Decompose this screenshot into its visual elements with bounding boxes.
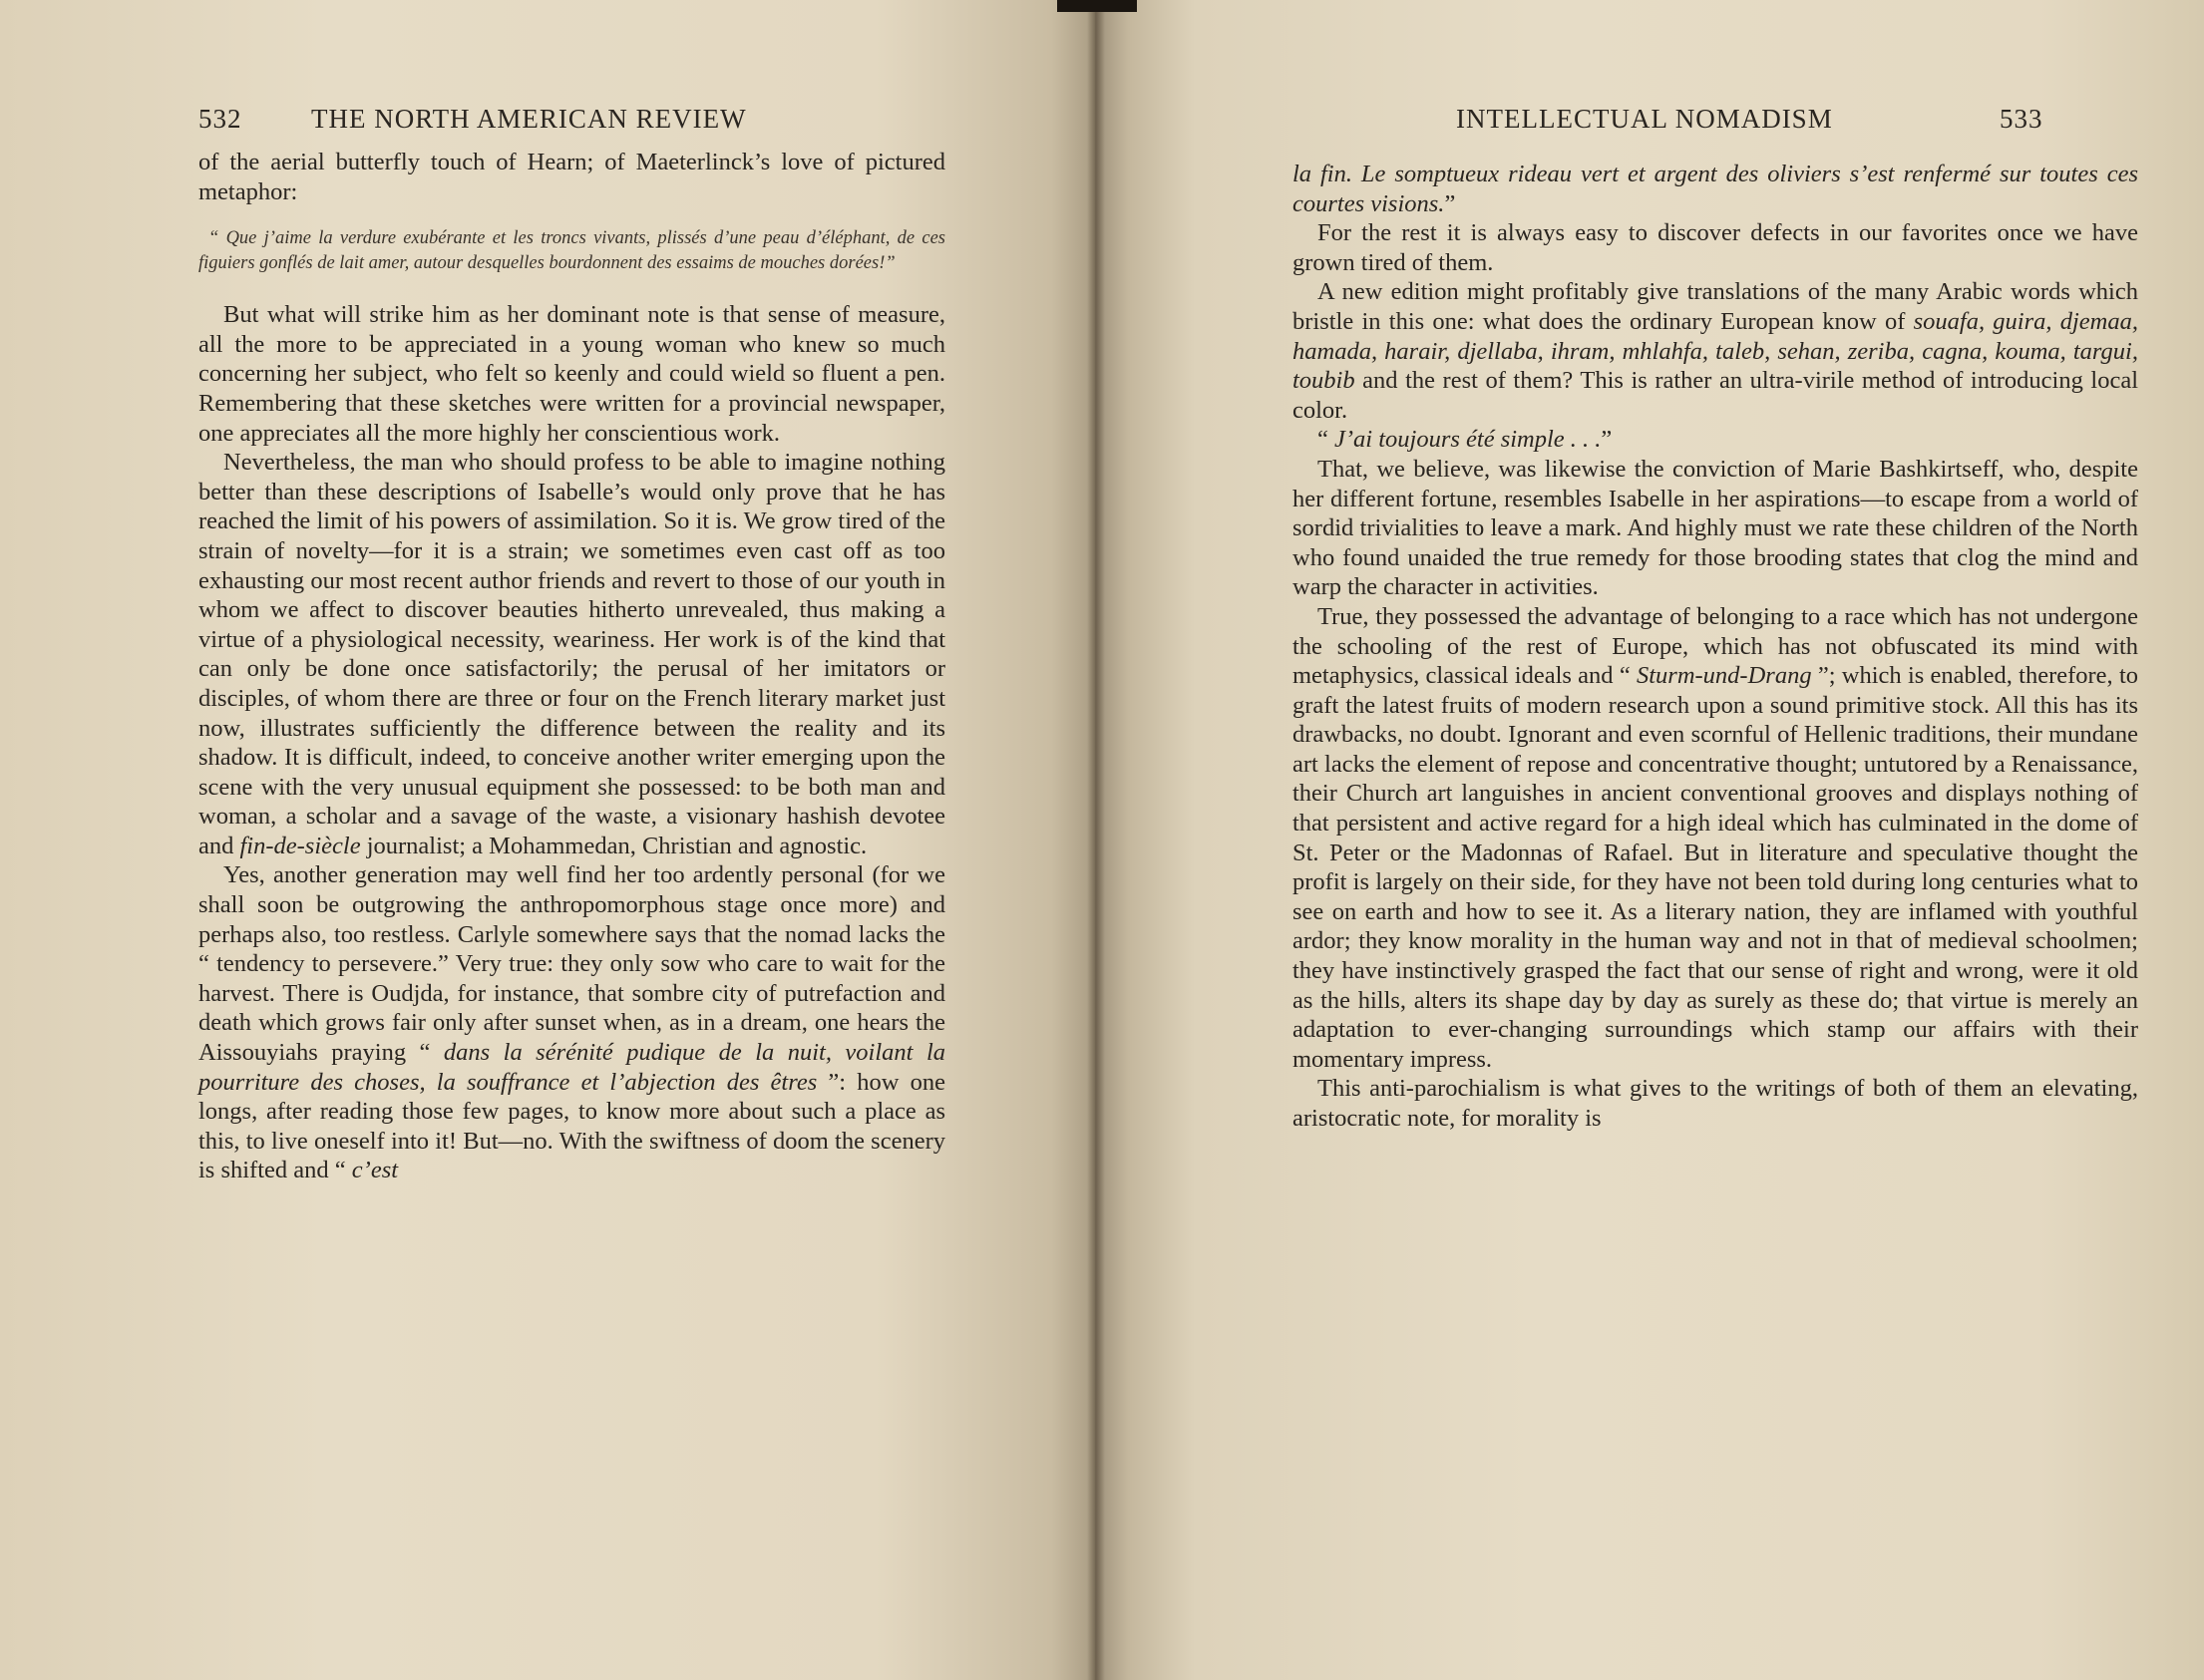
left-paragraph-2 xyxy=(198,448,945,860)
right-continuation-end: ” xyxy=(1444,189,1456,217)
book-spine-top xyxy=(1057,0,1137,12)
left-page xyxy=(0,0,1095,1680)
book-gutter xyxy=(1087,0,1105,1680)
left-page-header xyxy=(198,104,936,144)
right-continuation-italic: la fin. Le somptueux rideau vert et argent des oliviers s’est renfermé sur toutes ces courtes visions. xyxy=(1292,161,2138,217)
right-page-number: 533 xyxy=(2000,104,2043,134)
right-p5-italic: Sturm-und-Drang xyxy=(1636,662,1812,690)
left-p2-text-a: Nevertheless, the man who should profess to be able to imagine nothing better than these descriptions of Isabelle’s would only prove that he has reached the limit of his powers of assimilation. So it is. We grow tired of the strain of novelty—for it is a strain; we sometimes even cast off as too exhausting our most recent author friends and revert to those of our youth in whom we affect to discover beauties hitherto unrevealed, thus making a virtue of a physiological necessity, weariness. Her work is of the kind that can only be done once satisfactorily; the perusal of her imitators or disciples, of whom there are three or four on the French literary market just now, illustrates sufficiently the difference between the reality and its shadow. It is difficult, indeed, to conceive another writer emerging upon the scene with the very unusual equipment she possessed: to be both man and woman, a scholar and a savage of the waste, a visionary hashish devotee and xyxy=(198,449,945,859)
right-continuation-paragraph xyxy=(1292,160,2138,218)
right-p2-italic: souafa, guira, djemaa, hamada, harair, djellaba, ihram, mhlahfa, taleb, sehan, zeriba, cagna, kouma, targui, toubib xyxy=(1292,307,2139,395)
right-p2-text-b: and the rest of them? This is rather an ultra-virile method of introducing local color. xyxy=(1292,367,2138,424)
left-p3-italic-2: c’est xyxy=(351,1157,399,1184)
left-p2-italic: fin-de-siècle xyxy=(239,832,361,859)
right-paragraph-1: For the rest it is always easy to discover defects in our favorites once we have grown tired of them. xyxy=(1292,219,2138,276)
right-page-header xyxy=(1456,104,2144,144)
left-continuation-paragraph: of the aerial butterfly touch of Hearn; of Maeterlinck’s love of pictured metaphor: xyxy=(198,149,945,205)
left-p3-italic: dans la sérénité pudique de la nuit, voilant la pourriture des choses, la souffrance et l’abjection des êtres xyxy=(198,1039,945,1096)
right-paragraph-6: This anti-parochialism is what gives to the writings of both of them an elevating, aristocratic note, for morality is xyxy=(1292,1075,2138,1132)
right-paragraph-2 xyxy=(1292,277,2138,425)
right-p3-italic: J’ai toujours été simple . . . xyxy=(1334,426,1602,454)
right-p3-open: “ xyxy=(1317,426,1334,454)
right-paragraph-4: That, we believe, was likewise the conviction of Marie Bashkirtseff, who, despite her different fortune, resembles Isabelle in her aspirations—to escape from a world of sordid trivialities to leave a mark. And highly must we rate these children of the North who found unaided the true remedy for those brooding states that clog the mind and warp the character in activities. xyxy=(1292,455,2138,601)
left-p2-text-b: journalist; a Mohammedan, Christian and agnostic. xyxy=(360,832,868,859)
left-block-quote: “ Que j’aime la verdure exubérante et les troncs vivants, plissés d’une peau d’éléphant, de ces figuiers gonflés de lait amer, autour desquelles bourdonnent des essaims de mouches dorées!” xyxy=(198,228,945,274)
right-paragraph-3 xyxy=(1292,425,2138,455)
left-paragraph-1: But what will strike him as her dominant note is that sense of measure, all the more to be appreciated in a young woman who knew so much concerning her subject, who felt so keenly and could wield so fluent a pen. Remembering that these sketches were written for a provincial newspaper, one appreciates all the more highly her conscientious work. xyxy=(198,301,945,447)
right-page-body xyxy=(1292,160,2138,1134)
right-p5-text-a: True, they possessed the advantage of belonging to a race which has not undergone the schooling of the rest of Europe, which has not obfuscated its mind with metaphysics, classical ideals and “ xyxy=(1292,602,2138,690)
right-p3-close: ” xyxy=(1601,426,1613,454)
right-running-head: INTELLECTUAL NOMADISM xyxy=(1456,104,1833,134)
right-paragraph-5 xyxy=(1292,602,2138,1075)
left-page-number: 532 xyxy=(198,104,242,134)
right-p5-text-b: ”; which is enabled, therefore, to graft the latest fruits of modern research upon a sound primitive stock. All this has its drawbacks, no doubt. Ignorant and even scornful of Hellenic traditions, their mundane art lacks the element of repose and concentrative thought; untutored by a Renaissance, their Church art languishes in ancient conventional grooves and displays nothing of that persistent and active regard for a high ideal which has culminated in the dome of St. Peter or the Madonnas of Rafael. But in literature and speculative thought the profit is largely on their side, for they have not been told during long centuries what to see on earth and how to see it. As a literary nation, they are inflamed with youthful ardor; they know morality in the human way and not in that of medieval schoolmen; they have instinctively grasped the fact that our sense of right and wrong, were it old as the hills, alters its shape day by day as surely as these do; that virtue is merely an adaptation to ever-changing surroundings which stamp our affairs with their momentary impress. xyxy=(1292,662,2138,1073)
left-running-head: THE NORTH AMERICAN REVIEW xyxy=(311,104,747,134)
right-page xyxy=(1095,0,2204,1680)
left-page-body xyxy=(198,148,945,1185)
left-p3-text-b: ”: how one longs, after reading those few pages, to know more about such a place as this, to live oneself into it! But—no. With the swiftness of doom the scenery is shifted and “ xyxy=(198,1068,945,1184)
right-p2-text-a: A new edition might profitably give translations of the many Arabic words which bristle in this one: what does the ordinary European know of xyxy=(1292,278,2138,335)
left-p3-text-a: Yes, another generation may well find her too ardently personal (for we shall soon be outgrowing the anthropomorphous stage once more) and perhaps also, too restless. Carlyle somewhere says that the nomad lacks the “ tendency to persevere.” Very true: they only sow who care to wait for the harvest. There is Oudjda, for instance, that sombre city of putrefaction and death which grows fair only after sunset when, as in a dream, one hears the Aissouyiahs praying “ xyxy=(198,861,945,1067)
left-paragraph-3 xyxy=(198,860,945,1185)
